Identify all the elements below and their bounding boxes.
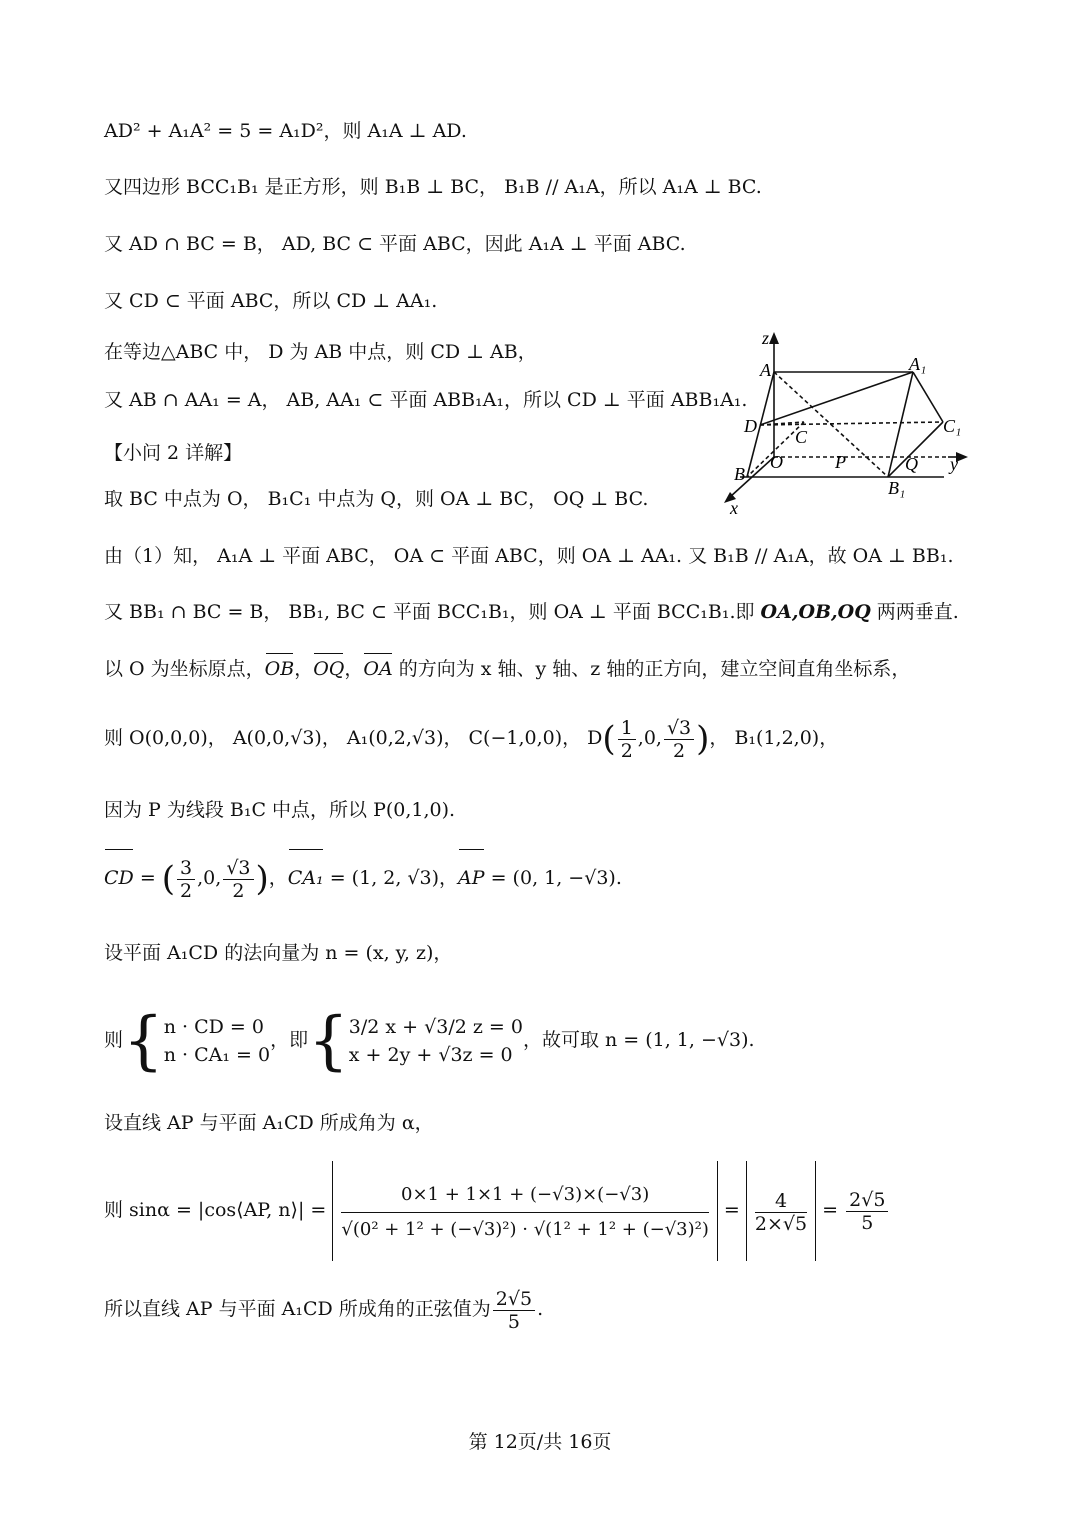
section-heading: 【小问 2 详解】 (104, 442, 243, 464)
l17-eq3: = (822, 1199, 839, 1221)
proof-line-13: CD = ( $\frac{3}{2}$ ,0, $\frac{√3}{2}$ )，CA₁ = (1, 2, √3)，AP = (0, 1, −√3). (104, 852, 622, 905)
l11-end: ， B₁(1,2,0)， (709, 727, 839, 749)
label-y: y (950, 454, 958, 474)
vector-oa: OA (363, 658, 393, 680)
label-C1: C₁ (943, 416, 962, 436)
label-D: D (744, 416, 757, 436)
l15-end: ，故可取 n = (1, 1, −√3). (522, 1029, 755, 1051)
system-1: n · CD = 0 n · CA₁ = 0 (163, 1016, 271, 1066)
frac-half: $\frac{1}{2}$ (618, 717, 636, 762)
l11-text: 则 O(0,0,0)， A(0,0,√3)， A₁(0,2,√3)， C(−1,0,0)， D (104, 727, 603, 749)
label-x: x (730, 498, 738, 518)
vector-ob: OB (264, 658, 295, 680)
proof-line-10: 以 O 为坐标原点，OB，OQ，OA 的方向为 x 轴、y 轴、z 轴的正方向，建立空间直角坐标系， (104, 658, 911, 680)
proof-line-16: 设直线 AP 与平面 A₁CD 所成角为 α， (104, 1112, 434, 1134)
proof-line-4: 又 CD ⊂ 平面 ABC，所以 CD ⊥ AA₁. (104, 290, 438, 312)
l18-text: 所以直线 AP 与平面 A₁CD 所成角的正弦值为 (104, 1298, 491, 1320)
proof-line-8: 由（1）知， A₁A ⊥ 平面 ABC， OA ⊂ 平面 ABC，则 OA ⊥ AA₁. 又 B₁B // A₁A，故 OA ⊥ BB₁. (104, 545, 954, 567)
frac-sqrt3-2: $\frac{√3}{2}$ (223, 857, 253, 902)
abs-small-frac: $\frac{4}{2\times√5}$ (746, 1161, 816, 1261)
proof-line-6: 又 AB ∩ AA₁ = A， AB, AA₁ ⊂ 平面 ABB₁A₁，所以 CD ⊥ 平面 ABB₁A₁. (104, 389, 748, 411)
l10-text: 以 O 为坐标原点， (104, 658, 265, 680)
l18-end: . (537, 1298, 544, 1320)
l17-lhs: 则 sinα = |cos⟨AP, n⟩| = (104, 1199, 327, 1221)
edge-DC1 (760, 422, 943, 425)
proof-line-7: 取 BC 中点为 O， B₁C₁ 中点为 Q，则 OA ⊥ BC， OQ ⊥ BC. (104, 488, 649, 510)
z-arrow (769, 332, 779, 344)
frac-sqrt3-half: $\frac{√3}{2}$ (664, 717, 694, 762)
result-frac: $\frac{2√5}{5}$ (846, 1189, 888, 1234)
final-frac: $\frac{2√5}{5}$ (493, 1288, 535, 1333)
label-B1: B₁ (888, 478, 906, 498)
label-P: P (835, 452, 846, 472)
l10-end: 的方向为 x 轴、y 轴、z 轴的正方向，建立空间直角坐标系， (392, 658, 911, 680)
frac-3-2: $\frac{3}{2}$ (177, 857, 195, 902)
ca1-value: = (1, 2, √3)， (323, 867, 459, 889)
proof-line-11: 则 O(0,0,0)， A(0,0,√3)， A₁(0,2,√3)， C(−1,0,0)， D( $\frac{1}{2}$ ,0, $\frac{√3}{2}$ )， B₁(1,2,0)， (104, 716, 839, 762)
label-C: C (795, 427, 808, 447)
proof-line-1: AD² + A₁A² = 5 = A₁D²，则 A₁A ⊥ AD. (104, 120, 467, 142)
label-z: z (762, 328, 770, 348)
l15-ie: ，即 (270, 1029, 309, 1051)
proof-line-14: 设平面 A₁CD 的法向量为 n = (x, y, z)， (104, 942, 453, 964)
label-A1: A₁ (909, 354, 927, 374)
label-B: B (734, 464, 745, 484)
system-2: 3/2 x + √3/2 z = 0 x + 2y + √3z = 0 (348, 1016, 523, 1066)
label-Q: Q (905, 454, 918, 474)
edge-A1C1 (913, 372, 943, 422)
edge-DA1 (760, 372, 913, 425)
prism-figure (712, 322, 982, 518)
proof-line-2: 又四边形 BCC₁B₁ 是正方形，则 B₁B ⊥ BC， B₁B // A₁A，所以 A₁A ⊥ BC. (104, 176, 762, 198)
proof-line-5: 在等边△ABC 中， D 为 AB 中点，则 CD ⊥ AB， (104, 341, 537, 363)
l15-then: 则 (104, 1029, 124, 1051)
vector-ap: AP (458, 852, 485, 904)
vector-oq: OQ (313, 658, 345, 680)
proof-line-15: 则{ n · CD = 0 n · CA₁ = 0 ，即{ 3/2 x + √3/2 z = 0 x + 2y + √3z = 0 ，故可取 n = (1, 1, −√3). (104, 1004, 755, 1078)
vector-cd: CD (104, 852, 134, 904)
page-footer: 第 12页/共 16页 (468, 1431, 612, 1453)
label-O: O (770, 452, 783, 472)
proof-line-3: 又 AD ∩ BC = B， AD, BC ⊂ 平面 ABC，因此 A₁A ⊥ 平面 ABC. (104, 233, 686, 255)
abs-big-frac: $\frac{0\times 1 + 1\times 1 + (-√3)\times(-√3)}{\text{√(0² + 1² + (−√3)²) · √(1² + 1² + (−√3)²)}}$ (332, 1161, 718, 1261)
l9-bold: OA,OB,OQ (760, 601, 871, 623)
l9-end: 两两垂直. (870, 601, 959, 623)
label-A: A (760, 360, 771, 380)
proof-line-9 (104, 599, 959, 625)
proof-line-12: 因为 P 为线段 B₁C 中点，所以 P(0,1,0). (104, 799, 456, 821)
l9-text: 又 BB₁ ∩ BC = B， BB₁, BC ⊂ 平面 BCC₁B₁，则 OA ⊥ 平面 BCC₁B₁.即 (104, 601, 761, 623)
proof-line-18 (104, 1282, 543, 1336)
vector-ca1: CA₁ (288, 852, 324, 904)
proof-line-17 (104, 1160, 890, 1261)
ap-value: = (0, 1, −√3). (484, 867, 622, 889)
l17-eq2: = (723, 1199, 740, 1221)
